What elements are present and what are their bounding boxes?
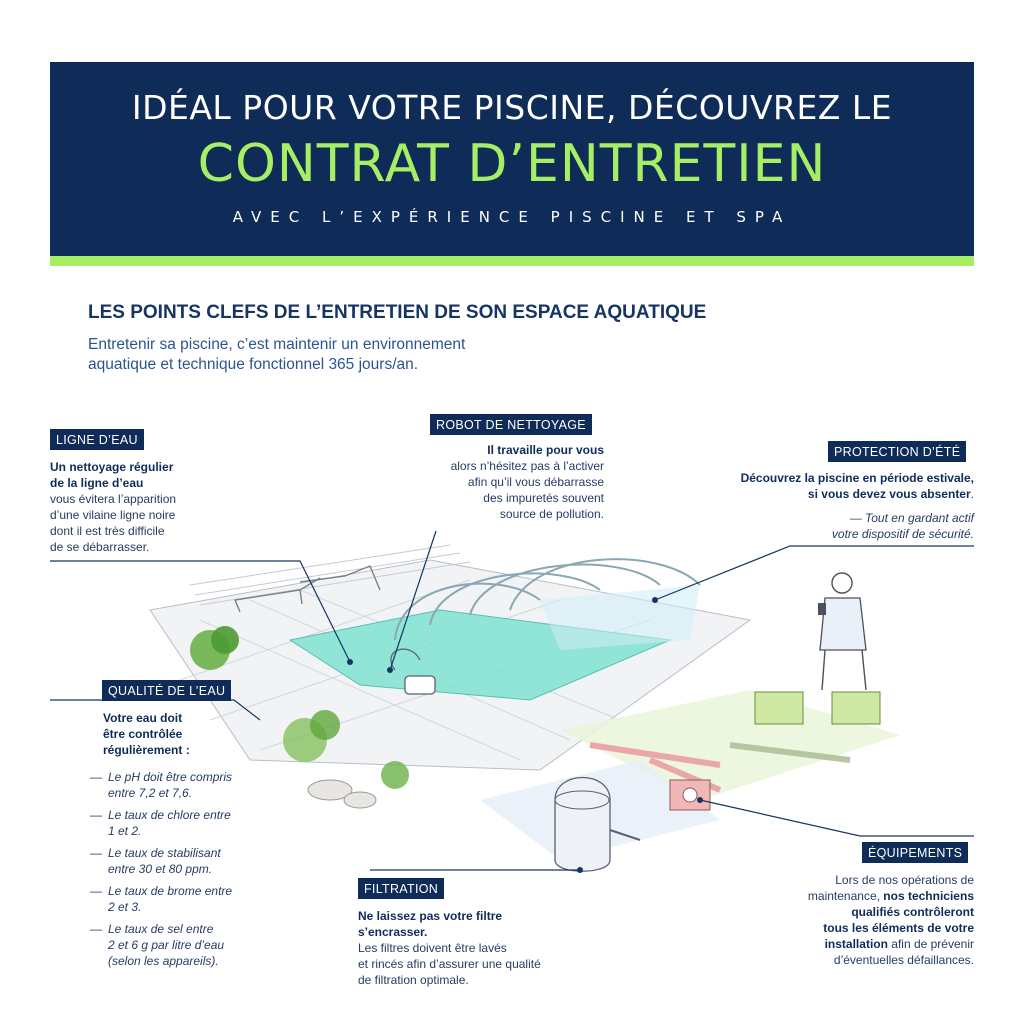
list-item-text: Le taux de brome entre 2 et 3. bbox=[108, 884, 233, 914]
tag-qualite: QUALITÉ DE L’EAU bbox=[102, 680, 231, 701]
block-qualite: Votre eau doit être contrôlée régulièrement : bbox=[103, 711, 190, 757]
tag-protection: PROTECTION D’ÉTÉ bbox=[828, 441, 966, 462]
list-item bbox=[90, 921, 270, 969]
list-dash: — bbox=[90, 846, 102, 860]
list-item-text: Le taux de stabilisant entre 30 et 80 ppm. bbox=[108, 846, 221, 876]
block-ligne-eau: Un nettoyage régulier de la ligne d’eau vous évitera l’apparition d’une vilaine ligne noire dont il est très difficile de se débarrasser. bbox=[50, 460, 177, 554]
section-intro: Entretenir sa piscine, c’est maintenir un environnement aquatique et technique fonctionnel 365 jours/an. bbox=[88, 336, 466, 373]
list-item bbox=[90, 883, 270, 915]
list-item-text: Le taux de chlore entre 1 et 2. bbox=[108, 808, 231, 838]
list-item bbox=[90, 807, 270, 839]
control-box-1 bbox=[755, 692, 803, 724]
header-line1: IDÉAL POUR VOTRE PISCINE, DÉCOUVREZ LE bbox=[131, 88, 893, 127]
header-title: CONTRAT D’ENTRETIEN bbox=[197, 134, 827, 194]
list-dash: — bbox=[90, 884, 102, 898]
list-item-text: Le taux de sel entre 2 et 6 g par litre d’eau (selon les appareils). bbox=[108, 922, 225, 968]
tag-robot: ROBOT DE NETTOYAGE bbox=[430, 414, 592, 435]
tag-filtration: FILTRATION bbox=[358, 878, 444, 899]
header-subtitle: AVEC L’EXPÉRIENCE PISCINE ET SPA bbox=[232, 208, 792, 226]
list-item bbox=[90, 845, 270, 877]
control-box-2 bbox=[832, 692, 880, 724]
list-item bbox=[90, 769, 270, 801]
block-robot: Il travaille pour vous alors n’hésitez pas à l’activer afin qu’il vous débarrasse des impuretés souvent source de pollution. bbox=[450, 443, 604, 521]
list-dash: — bbox=[90, 808, 102, 822]
list-dash: — bbox=[90, 770, 102, 784]
tag-ligne-eau: LIGNE D’EAU bbox=[50, 429, 144, 450]
block-equipements: Lors de nos opérations de maintenance, nos techniciens qualifiés contrôleront tous les éléments de votre installation afin de prévenir d’éventuelles défaillances. bbox=[807, 873, 974, 967]
list-item-text: Le pH doit être compris entre 7,2 et 7,6. bbox=[108, 770, 233, 800]
list-dash: — bbox=[90, 922, 102, 936]
block-filtration: Ne laissez pas votre filtre s’encrasser. Les filtres doivent être lavés et rincés afin d’assurer une qualité de filtration optimale. bbox=[358, 909, 541, 987]
tag-equipements: ÉQUIPEMENTS bbox=[862, 842, 968, 863]
rocks bbox=[308, 780, 376, 808]
water-quality-list bbox=[90, 766, 270, 969]
technician bbox=[818, 573, 866, 690]
section-title: LES POINTS CLEFS DE L’ENTRETIEN DE SON ESPACE AQUATIQUE bbox=[88, 302, 707, 323]
block-protection: Découvrez la piscine en période estivale, si vous devez vous absenter. — Tout en gardant actif votre dispositif de sécurité. bbox=[740, 471, 974, 541]
